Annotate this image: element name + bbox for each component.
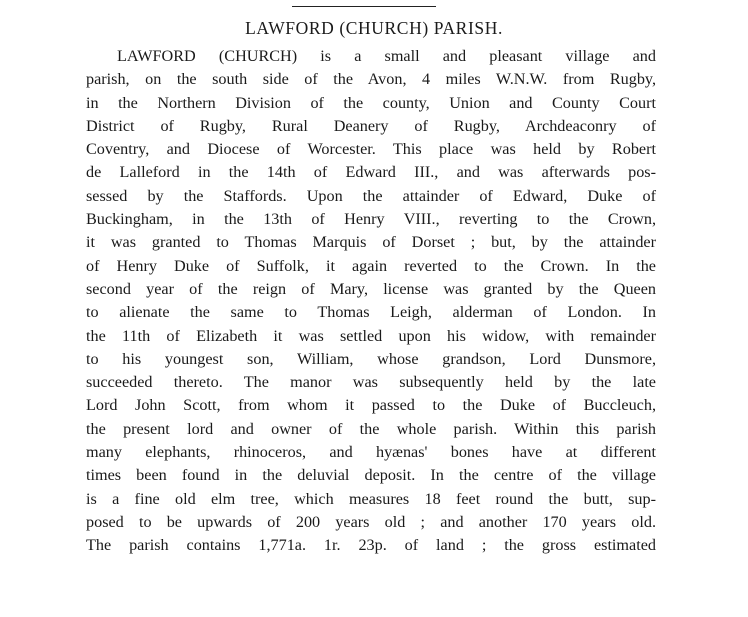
text-line: to alienate the same to Thomas Leigh, alderman of London. In [86, 303, 656, 322]
text-line: the 11th of Elizabeth it was settled upon his widow, with remainder [86, 326, 656, 345]
parish-description [86, 45, 656, 558]
text-line: succeeded thereto. The manor was subsequently held by the late [86, 373, 656, 392]
text-line: parish, on the south side of the Avon, 4 miles W.N.W. from Rugby, [86, 70, 656, 89]
text-line: times been found in the deluvial deposit. In the centre of the village [86, 466, 656, 485]
text-line: is a fine old elm tree, which measures 18 feet round the butt, sup- [86, 489, 656, 508]
text-line: Coventry, and Diocese of Worcester. This place was held by Robert [86, 140, 656, 159]
text-line: LAWFORD (CHURCH) is a small and pleasant village and [117, 47, 656, 65]
text-line: to his youngest son, William, whose grandson, Lord Dunsmore, [86, 349, 656, 368]
text-line: of Henry Duke of Suffolk, it again reverted to the Crown. In the [86, 256, 656, 275]
text-line: sessed by the Staffords. Upon the attainder of Edward, Duke of [86, 186, 656, 205]
text-line: de Lalleford in the 14th of Edward III., and was afterwards pos- [86, 163, 656, 182]
text-line: Buckingham, in the 13th of Henry VIII., reverting to the Crown, [86, 210, 656, 229]
text-line: The parish contains 1,771a. 1r. 23p. of land ; the gross estimated [86, 536, 656, 555]
text-line: it was granted to Thomas Marquis of Dorset ; but, by the attainder [86, 233, 656, 252]
text-line: the present lord and owner of the whole parish. Within this parish [86, 419, 656, 438]
text-line: in the Northern Division of the county, Union and County Court [86, 93, 656, 112]
text-line: many elephants, rhinoceros, and hyænas' bones have at different [86, 443, 656, 462]
top-rule [292, 6, 436, 7]
text-line: Lord John Scott, from whom it passed to the Duke of Buccleuch, [86, 396, 656, 415]
text-line: posed to be upwards of 200 years old ; and another 170 years old. [86, 512, 656, 531]
parish-heading: LAWFORD (CHURCH) PARISH. [245, 18, 503, 38]
text-line: second year of the reign of Mary, license was granted by the Queen [86, 279, 656, 298]
text-line: District of Rugby, Rural Deanery of Rugby, Archdeaconry of [86, 116, 656, 135]
